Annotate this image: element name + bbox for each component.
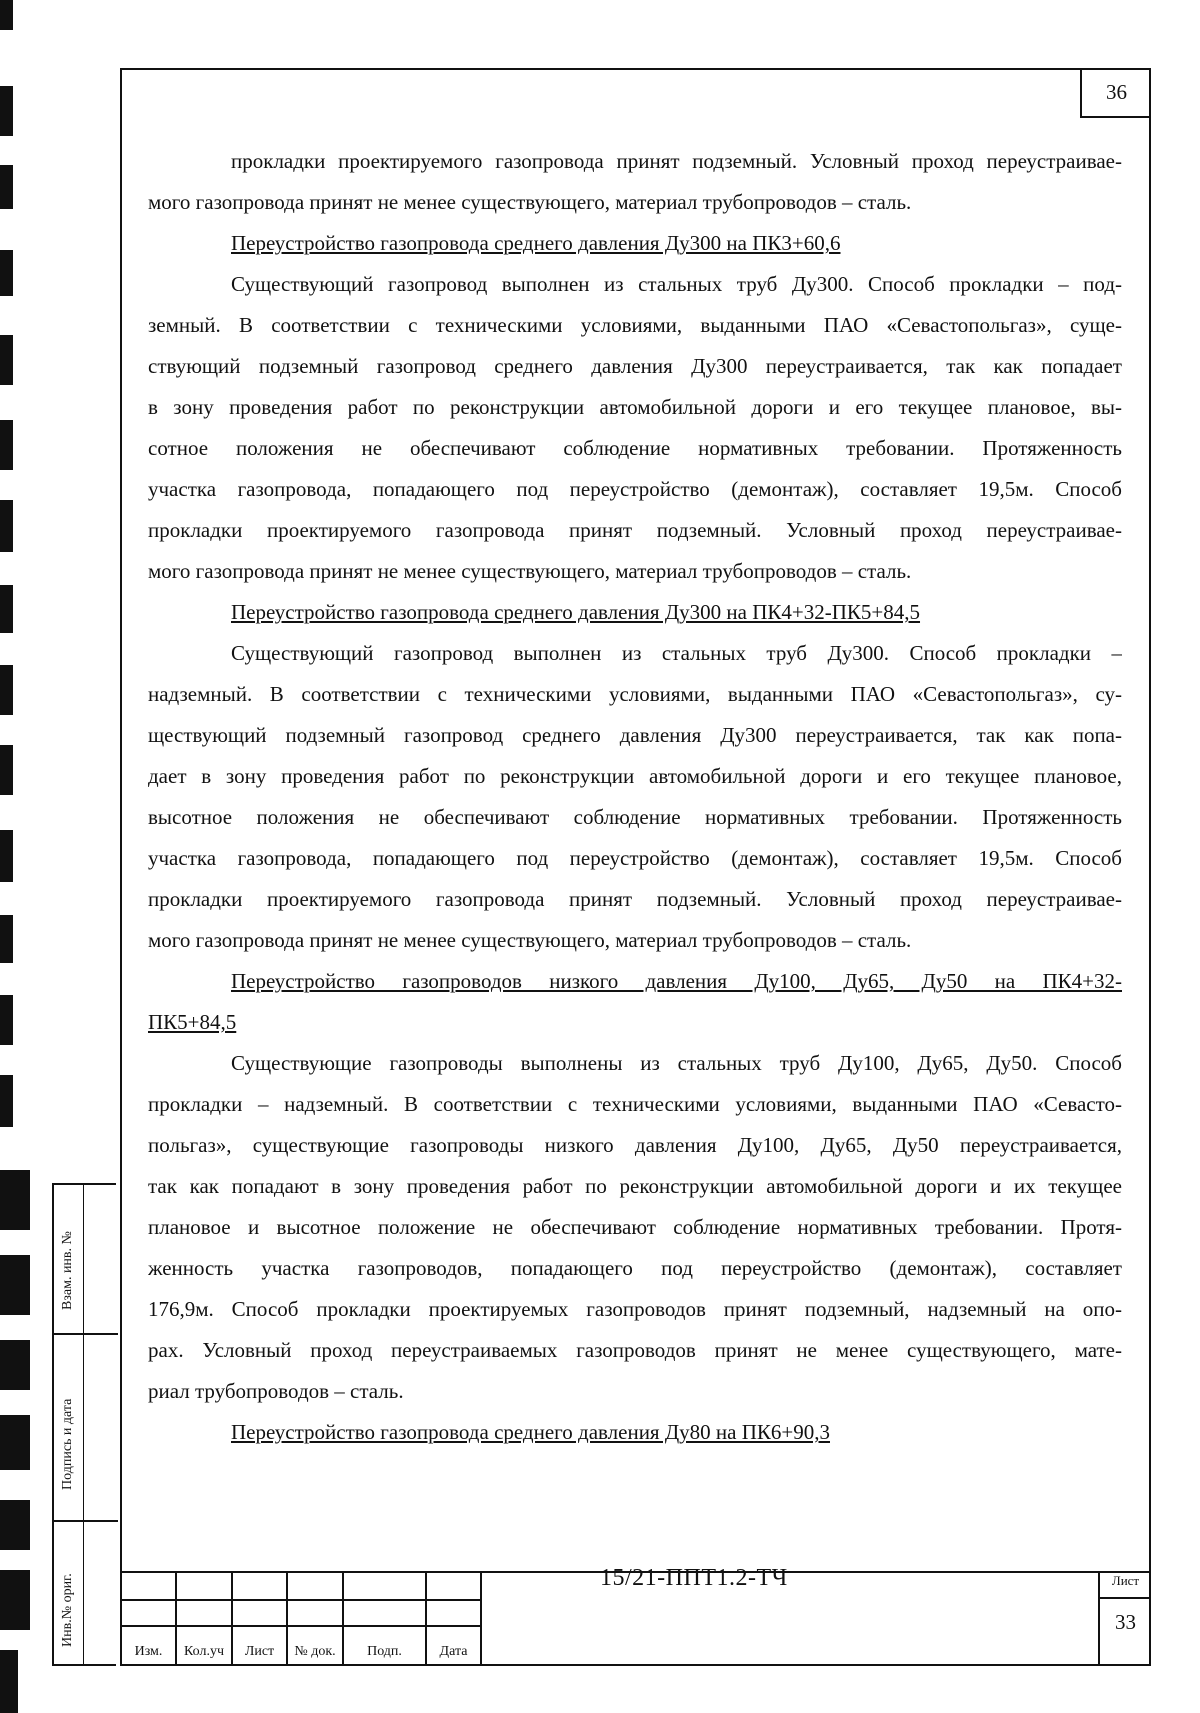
paragraph-line: прокладки проектируемого газопровода принят подземный. Условный проход переустраивае- xyxy=(231,149,1122,173)
page-number-top: 36 xyxy=(1080,68,1151,118)
paragraph-line: земный. В соответствии с техническими условиями, выданными ПАО «Севастопольгаз», суще- xyxy=(148,313,1122,337)
paragraph-line: рах. Условный проход переустраиваемых газопроводов принят не менее существующего, мате- xyxy=(148,1338,1122,1362)
paragraph-line: дает в зону проведения работ по реконструкции автомобильной дороги и его текущее плановое, xyxy=(148,764,1122,788)
section-heading: Переустройство газопроводов низкого давления Ду100, Ду65, Ду50 на ПК4+32- xyxy=(231,969,1122,993)
section-heading: Переустройство газопровода среднего давления Ду80 на ПК6+90,3 xyxy=(231,1420,830,1444)
section-heading: Переустройство газопровода среднего давления Ду300 на ПК3+60,6 xyxy=(231,231,841,255)
paragraph-line: Существующий газопровод выполнен из стальных труб Ду300. Способ прокладки – под- xyxy=(231,272,1122,296)
paragraph-line: плановое и высотное положение не обеспечивают соблюдение нормативных требовании. Протя- xyxy=(148,1215,1122,1239)
document-code: 15/21-ППТ1.2-ТЧ xyxy=(600,1565,788,1591)
paragraph-line: ществующий подземный газопровод среднего давления Ду300 переустраивается, так как попа- xyxy=(148,723,1122,747)
paragraph-line: участка газопровода, попадающего под переустройство (демонтаж), составляет 19,5м. Способ xyxy=(148,846,1122,870)
paragraph-line: участка газопровода, попадающего под переустройство (демонтаж), составляет 19,5м. Способ xyxy=(148,477,1122,501)
paragraph-line: 176,9м. Способ прокладки проектируемых газопроводов принят подземный, надземный на опо- xyxy=(148,1297,1122,1321)
paragraph-line: мого газопровода принят не менее существующего, материал трубопроводов – сталь. xyxy=(148,928,912,952)
paragraph-line: риал трубопроводов – сталь. xyxy=(148,1379,404,1403)
section-heading: Переустройство газопровода среднего давления Ду300 на ПК4+32-ПК5+84,5 xyxy=(231,600,921,624)
paragraph-line: Существующие газопроводы выполнены из стальных труб Ду100, Ду65, Ду50. Способ xyxy=(231,1051,1122,1075)
paragraph-line: прокладки – надземный. В соответствии с техническими условиями, выданными ПАО «Севасто- xyxy=(148,1092,1122,1116)
vzam-inv-label: Взам. инв. № xyxy=(60,1231,75,1310)
col-list: Лист xyxy=(244,1644,275,1659)
paragraph-line: прокладки проектируемого газопровода принят подземный. Условный проход переустраивае- xyxy=(148,518,1122,542)
paragraph-line: мого газопровода принят не менее существующего, материал трубопроводов – сталь. xyxy=(148,559,912,583)
sheet-number: 33 xyxy=(1115,1610,1136,1634)
paragraph-line: надземный. В соответствии с техническими условиями, выданными ПАО «Севастопольгаз», су- xyxy=(148,682,1122,706)
col-kol-uch: Кол.уч xyxy=(184,1644,224,1659)
paragraph-line: сотное положения не обеспечивают соблюдение нормативных требовании. Протяженность xyxy=(148,436,1122,460)
col-izm: Изм. xyxy=(134,1644,163,1659)
paragraph-line: женность участка газопроводов, попадающего под переустройство (демонтаж), составляет xyxy=(148,1256,1122,1280)
col-podp: Подп. xyxy=(367,1644,402,1659)
col-data: Дата xyxy=(439,1644,468,1659)
section-heading: ПК5+84,5 xyxy=(148,1010,237,1034)
paragraph-line: польгаз», существующие газопроводы низкого давления Ду100, Ду65, Ду50 переустраивается, xyxy=(148,1133,1122,1157)
paragraph-line: прокладки проектируемого газопровода принят подземный. Условный проход переустраивае- xyxy=(148,887,1122,911)
paragraph-line: в зону проведения работ по реконструкции автомобильной дороги и его текущее плановое, вы- xyxy=(148,395,1122,419)
paragraph-line: ствующий подземный газопровод среднего давления Ду300 переустраивается, так как попадает xyxy=(148,354,1122,378)
paragraph-line: Существующий газопровод выполнен из стальных труб Ду300. Способ прокладки – xyxy=(231,641,1122,665)
document-body xyxy=(148,141,1122,1453)
inv-orig-label: Инв.№ ориг. xyxy=(60,1573,75,1647)
sheet-label: Лист xyxy=(1111,1573,1140,1588)
col-n-dok: № док. xyxy=(294,1644,336,1659)
paragraph-line: высотное положения не обеспечивают соблюдение нормативных требовании. Протяженность xyxy=(148,805,1122,829)
paragraph-line: мого газопровода принят не менее существующего, материал трубопроводов – сталь. xyxy=(148,190,912,214)
paragraph-line: так как попадают в зону проведения работ по реконструкции автомобильной дороги и их текущее xyxy=(148,1174,1122,1198)
podpis-data-label: Подпись и дата xyxy=(60,1398,75,1490)
side-stamp xyxy=(52,1183,116,1666)
